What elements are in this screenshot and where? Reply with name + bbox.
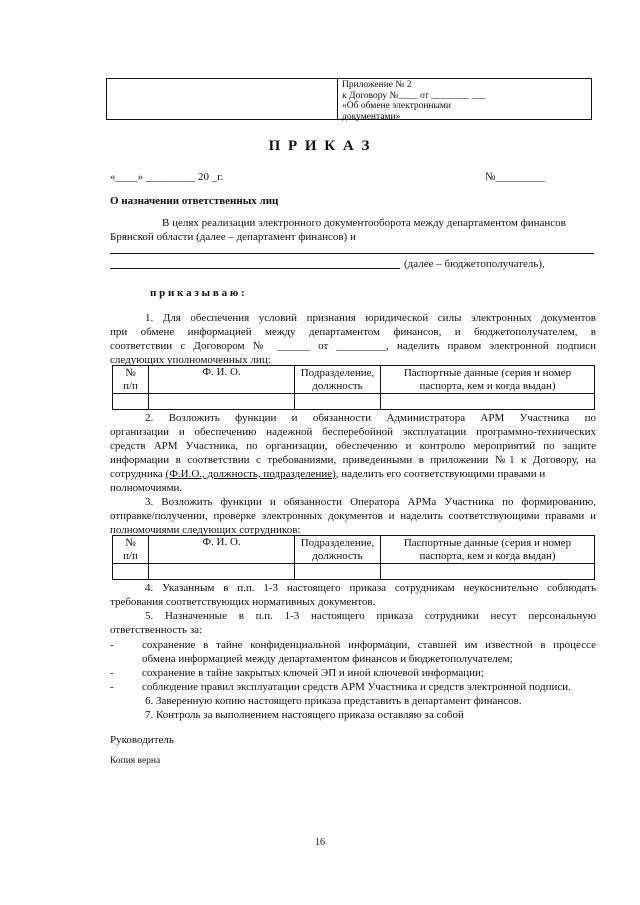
p2-line-5 (110, 467, 545, 481)
appendix-line-4: документами» (342, 111, 401, 122)
subject-heading: О назначении ответственных лиц (110, 195, 279, 207)
bullet-2: сохранение в тайне закрытых ключей ЭП и иной ключевой информации; (142, 667, 484, 679)
page-number: 16 (315, 837, 325, 848)
p1-line-3: соответствии с Договором № ______ от _________, наделить правом электронной подписи (110, 340, 596, 352)
bullet-1-line-1: сохранение в тайне конфиденциальной информации, ставшей им известной в процессе (142, 639, 596, 651)
p1-line-2: при обмене информацией между департаментом финансов, и бюджетополучателем, в (110, 326, 596, 338)
number-line: №_________ (485, 171, 545, 183)
p2-line-6: полномочиями. (110, 482, 183, 494)
appendix-note (342, 80, 486, 122)
p3-line-3: полномочиями следующих сотрудников: (110, 524, 301, 536)
bullet-dash: - (110, 667, 114, 679)
intro-fill-line-1 (110, 253, 594, 254)
p2-line-2: организации и обеспечению надежной бесперебойной эксплуатации программно-технических (110, 426, 596, 438)
table-header-row (113, 536, 595, 564)
p2-line-5-start: сотрудника (110, 468, 166, 480)
table-cell[interactable] (149, 564, 295, 580)
operators-table (112, 535, 595, 580)
p4-line-2: требования соответствующих нормативных документов. (110, 596, 376, 608)
order-word: п р и к а з ы в а ю : (150, 287, 245, 299)
table-header-row (113, 366, 595, 394)
intro-line-2: Брянской области (далее – департамент финансов) и (110, 231, 356, 243)
p2-placeholder-fio: (Ф.И.О., должность, подразделение) (165, 468, 336, 480)
col-number-header: № п/п (113, 366, 149, 394)
p2-line-1: 2. Возложить функции и обязанности Администратора АРМ Участника по (145, 412, 596, 424)
p2-line-4: информации в соответствии с требованиями, приведенными в приложении №1 к Договору, на (110, 454, 596, 466)
document-title: П Р И К А З (268, 138, 372, 154)
bullet-dash: - (110, 639, 114, 651)
date-line: «____» _________ 20 _г. (110, 171, 224, 183)
table-cell[interactable] (149, 394, 295, 410)
intro-fill-line-2 (110, 268, 400, 269)
appendix-line-3: «Об обмене электронными (342, 101, 451, 111)
header-box (106, 78, 592, 120)
table-cell[interactable] (113, 394, 149, 410)
table-row (113, 394, 595, 410)
col-passport-header: Паспортные данные (серия и номер паспорта, кем и когда выдан) (381, 536, 595, 564)
appendix-line-1: Приложение № 2 (342, 80, 412, 90)
col-passport-header: Паспортные данные (серия и номер паспорта, кем и когда выдан) (381, 366, 595, 394)
p6: 6. Заверенную копию настоящего приказа представить в департамент финансов. (145, 695, 522, 707)
col-dept-header: Подразделение, должность (295, 536, 381, 564)
p1-line-1: 1. Для обеспечения условий признания юридической силы электронных документов (145, 312, 596, 324)
table-cell[interactable] (381, 564, 595, 580)
p1-line-4: следующих уполномоченных лиц: (110, 354, 271, 366)
p4-line-1: 4. Указанным в п.п. 1-3 настоящего приказа сотрудникам неукоснительно соблюдать (145, 582, 596, 594)
p5-line-1: 5. Назначенные в п.п. 1-3 настоящего приказа сотрудники несут персональную (145, 610, 596, 622)
appendix-line-2: к Договору №____ от ________ ___ (342, 90, 486, 101)
p2-line-5-end: , наделить его соответствующими правами и (335, 468, 546, 480)
col-number-header: № п/п (113, 536, 149, 564)
col-dept-header: Подразделение, должность (295, 366, 381, 394)
intro-line-3-tail: (далее – бюджетополучатель), (404, 258, 545, 270)
table-cell[interactable] (381, 394, 595, 410)
signature-label: Руководитель (110, 734, 174, 746)
table-cell[interactable] (113, 564, 149, 580)
p7: 7. Контроль за выполнением настоящего приказа оставляю за собой (145, 709, 464, 721)
table-cell[interactable] (295, 564, 381, 580)
header-box-divider (337, 79, 338, 119)
table-cell[interactable] (295, 394, 381, 410)
table-row (113, 564, 595, 580)
bullet-1-line-2: обмена информацией между департаментом финансов и бюджетополучателем; (142, 653, 513, 665)
bullet-dash: - (110, 681, 114, 693)
authorized-persons-table (112, 365, 595, 410)
p2-line-3: средств АРМ Участника, по организации, обеспечению и контролю мероприятий по защите (110, 440, 596, 452)
intro-line-1: В целях реализации электронного документооборота между департаментом финансов (162, 217, 566, 229)
bullet-3: соблюдение правил эксплуатации средств АРМ Участника и средств электронной подписи. (142, 681, 571, 693)
p3-line-1: 3. Возложить функции и обязанности Оператора АРМа Участника по формированию, (145, 496, 596, 508)
p5-line-2: ответственность за: (110, 624, 203, 636)
col-fio-header: Ф. И. О. (149, 366, 295, 394)
copy-note: Копия верна (110, 756, 161, 766)
p3-line-2: отправке/получении, проверке электронных документов и наделить соответствующими правами и (110, 510, 596, 522)
col-fio-header: Ф. И. О. (149, 536, 295, 564)
